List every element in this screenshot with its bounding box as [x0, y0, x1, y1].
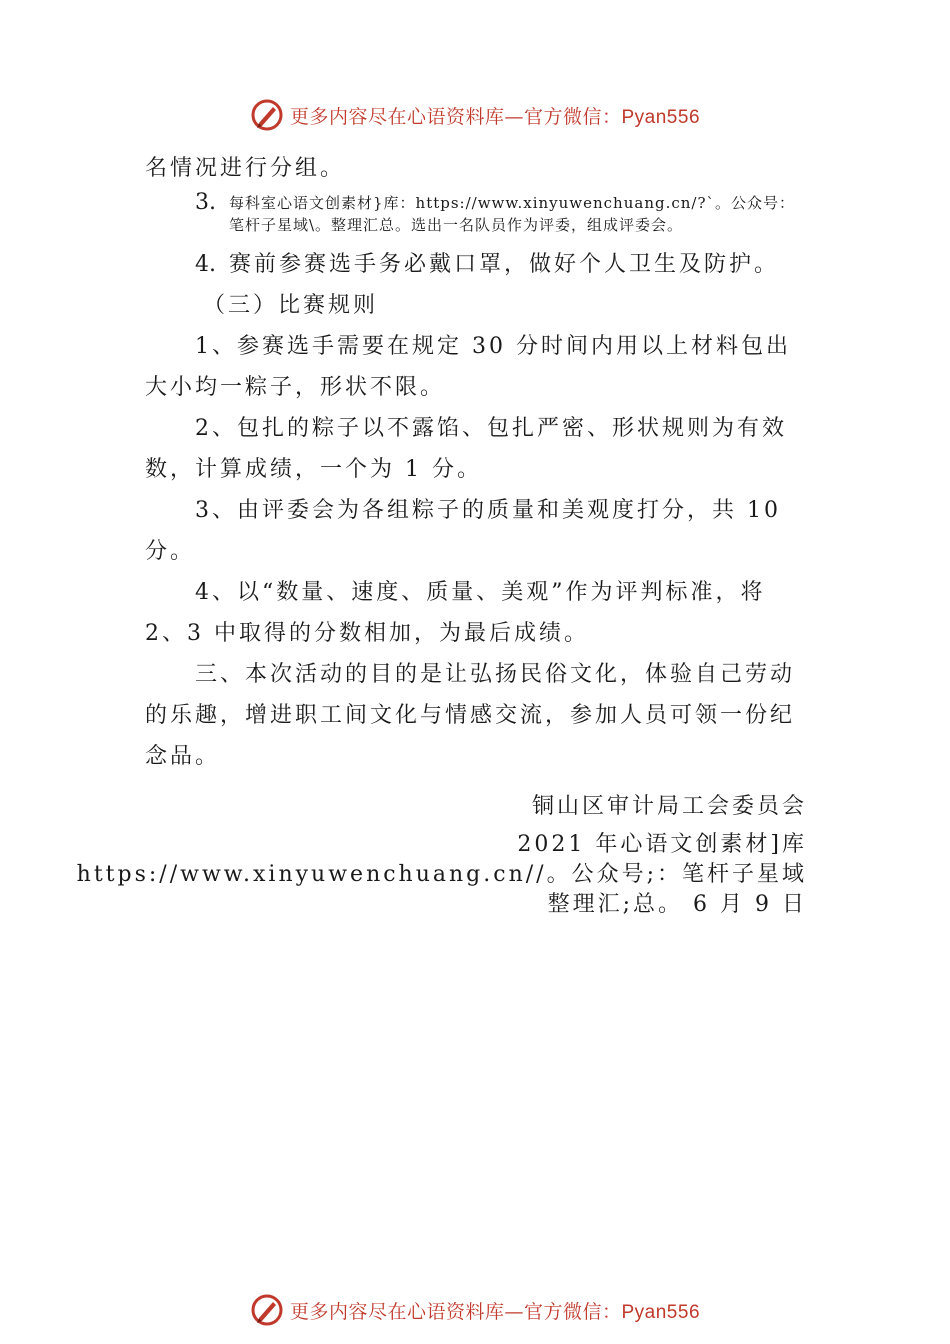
- banner-text: 更多内容尽在心语资料库—官方微信：Pyan556: [289, 105, 701, 128]
- rule-paragraph: 2、包扎的粽子以不露馅、包扎严密、形状规则为有效数，计算成绩，一个为 1 分。: [145, 416, 787, 482]
- pen-logo-icon: [250, 98, 284, 132]
- rule-paragraph: 4、以“数量、速度、质量、美观”作为评判标准，将 2、3 中取得的分数相加，为最后成绩。: [145, 580, 766, 646]
- signature-org: 铜山区审计局工会委员会: [531, 794, 807, 819]
- signature-url-line: https://www.xinyuwenchuang.cn//。公众号;：笔杆子星域: [76, 862, 807, 887]
- list-item-3: [195, 189, 810, 244]
- banner-text: 更多内容尽在心语资料库—官方微信：Pyan556: [289, 1300, 701, 1323]
- list-number: 4.: [195, 252, 216, 277]
- header-watermark-banner: [0, 95, 950, 135]
- list-item-text: 每科室心语文创素材}库：https://www.xinyuwenchuang.cn/?`。公众号：笔杆子星域\。整理汇总。选出一名队员作为评委，组成评委会。: [229, 194, 796, 234]
- document-body: [145, 148, 810, 777]
- list-number: 3.: [195, 190, 216, 215]
- section-heading-rules: （三）比赛规则: [203, 293, 379, 318]
- purpose-paragraph: 三、本次活动的目的是让弘扬民俗文化，体验自己劳动的乐趣，增进职工间文化与情感交流，参加人员可领一份纪念品。: [145, 662, 796, 769]
- rule-paragraph: 1、参赛选手需要在规定 30 分时间内用以上材料包出大小均一粽子，形状不限。: [145, 334, 791, 400]
- rule-paragraph: 3、由评委会为各组粽子的质量和美观度打分，共 10 分。: [145, 498, 781, 564]
- list-item-text: 赛前参赛选手务必戴口罩，做好个人卫生及防护。: [229, 252, 780, 277]
- footer-watermark-banner: [0, 1290, 950, 1330]
- signature-date: 整理汇;总。 6 月 9 日: [547, 892, 807, 917]
- pen-logo-icon: [250, 1293, 284, 1327]
- list-item-4: [195, 244, 810, 285]
- banner-handle: Pyan556: [621, 1301, 701, 1323]
- signature-block: [77, 788, 807, 920]
- banner-handle: Pyan556: [621, 106, 701, 128]
- continuation-text: 名情况进行分组。: [145, 156, 346, 181]
- signature-year-line: 2021 年心语文创素材]库: [517, 832, 807, 857]
